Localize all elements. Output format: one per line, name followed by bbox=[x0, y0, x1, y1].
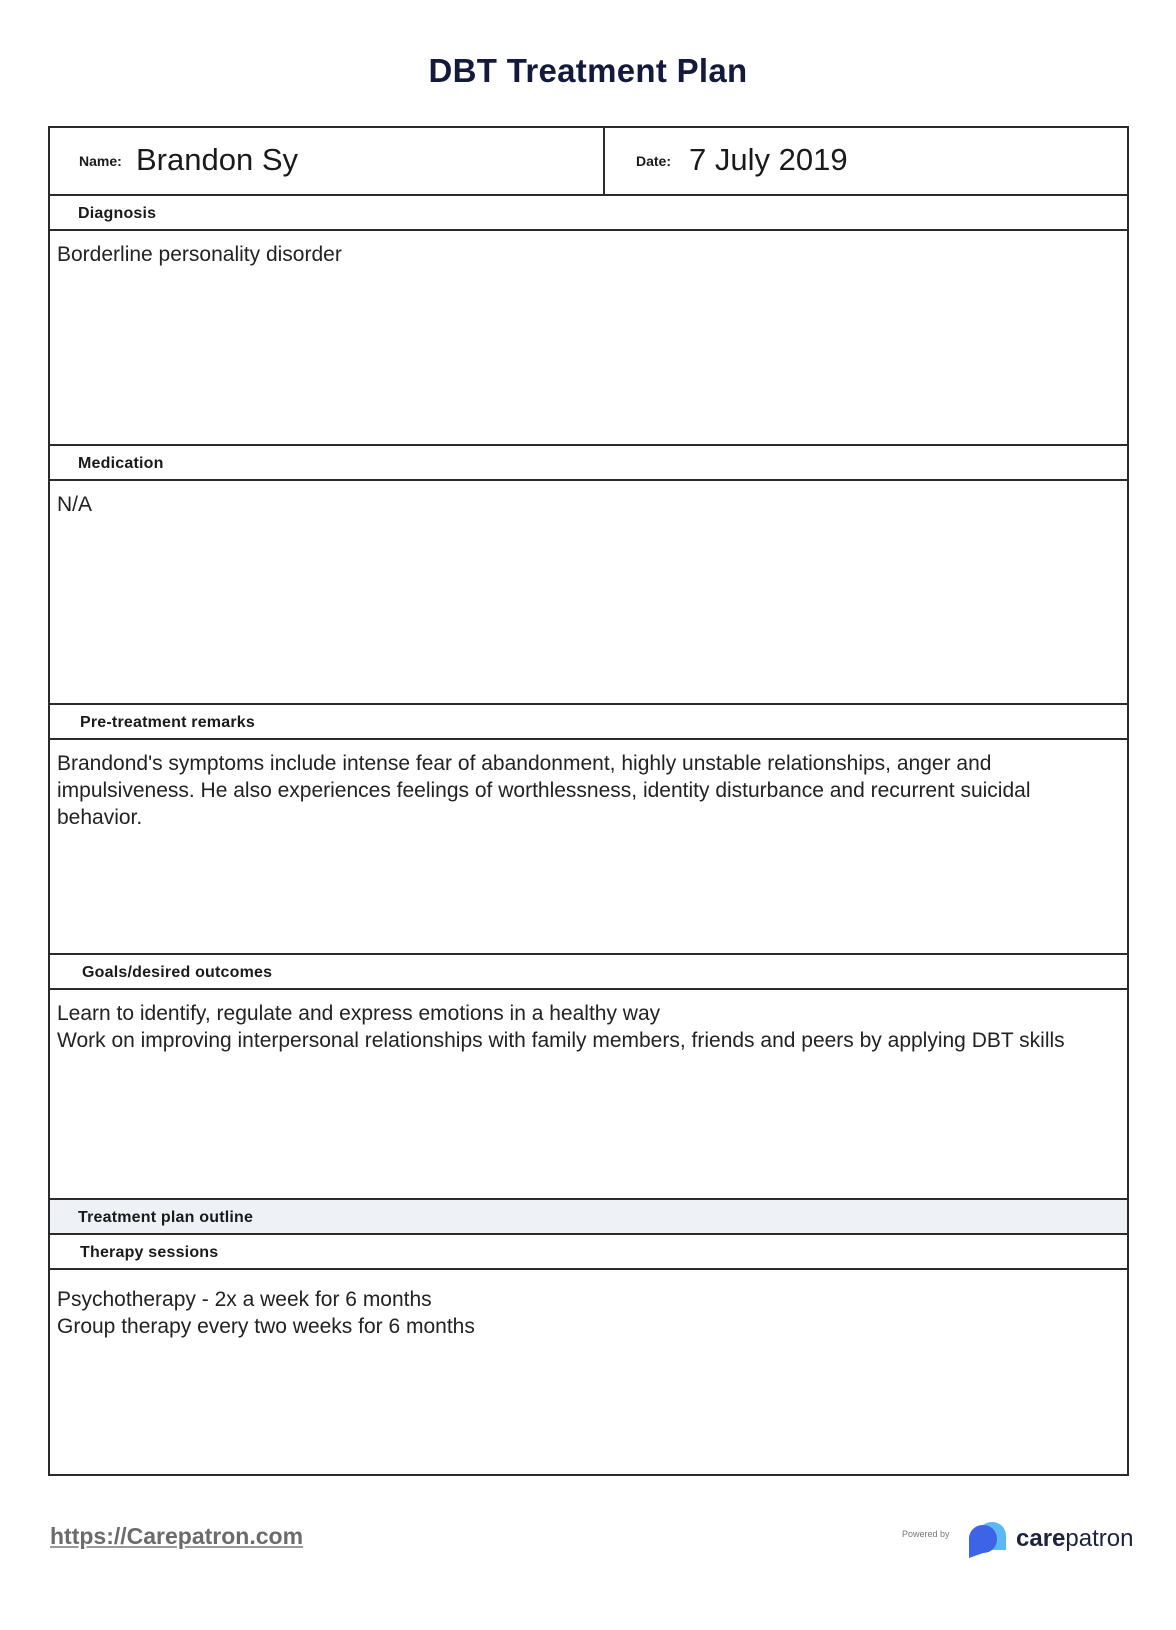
diagnosis-label: Diagnosis bbox=[78, 205, 157, 222]
treatment-plan-form bbox=[48, 126, 1129, 1476]
name-cell bbox=[50, 128, 605, 194]
goals-field[interactable] bbox=[50, 988, 1127, 1198]
outline-label: Treatment plan outline bbox=[78, 1209, 254, 1226]
medication-label: Medication bbox=[78, 455, 164, 472]
diagnosis-field[interactable] bbox=[50, 229, 1127, 444]
pretreatment-text: Brandond's symptoms include intense fear of abandonment, highly unstable relationships, anger and impulsiveness. He also experiences feelings of worthlessness, identity disturbance and recurrent suicidal behavior. bbox=[57, 752, 1031, 829]
goal-item: Learn to identify, regulate and express emotions in a healthy way bbox=[57, 1002, 661, 1025]
powered-by-label: Powered by bbox=[902, 1529, 950, 1539]
medication-field[interactable] bbox=[50, 479, 1127, 703]
name-field[interactable]: Brandon Sy bbox=[136, 142, 298, 177]
carepatron-logo-icon bbox=[966, 1520, 1008, 1560]
carepatron-link[interactable]: https://Carepatron.com bbox=[50, 1523, 304, 1549]
diagnosis-header bbox=[50, 194, 1127, 229]
logo-text-bold: care bbox=[1016, 1525, 1066, 1552]
diagnosis-text: Borderline personality disorder bbox=[57, 243, 342, 266]
goals-label: Goals/desired outcomes bbox=[82, 964, 273, 981]
name-label: Name: bbox=[79, 153, 122, 169]
date-cell bbox=[605, 128, 1127, 194]
medication-header bbox=[50, 444, 1127, 479]
name-date-row bbox=[50, 128, 1127, 194]
therapy-item: Psychotherapy - 2x a week for 6 months bbox=[57, 1288, 432, 1311]
goal-item: Work on improving interpersonal relationships with family members, friends and peers by applying DBT skills bbox=[57, 1029, 1065, 1052]
therapy-item: Group therapy every two weeks for 6 months bbox=[57, 1315, 475, 1338]
outline-header bbox=[50, 1198, 1127, 1233]
goals-header bbox=[50, 953, 1127, 988]
therapy-label: Therapy sessions bbox=[80, 1244, 219, 1261]
page-title: DBT Treatment Plan bbox=[428, 52, 748, 89]
pretreatment-field[interactable] bbox=[50, 738, 1127, 953]
pretreatment-label: Pre-treatment remarks bbox=[80, 714, 255, 731]
therapy-field[interactable] bbox=[50, 1268, 1127, 1474]
pretreatment-header bbox=[50, 703, 1127, 738]
therapy-header bbox=[50, 1233, 1127, 1268]
carepatron-logo-text bbox=[1016, 1525, 1133, 1553]
date-label: Date: bbox=[636, 153, 672, 169]
medication-text: N/A bbox=[57, 493, 93, 516]
date-field[interactable]: 7 July 2019 bbox=[689, 142, 848, 177]
logo-text-regular: patron bbox=[1065, 1525, 1134, 1552]
